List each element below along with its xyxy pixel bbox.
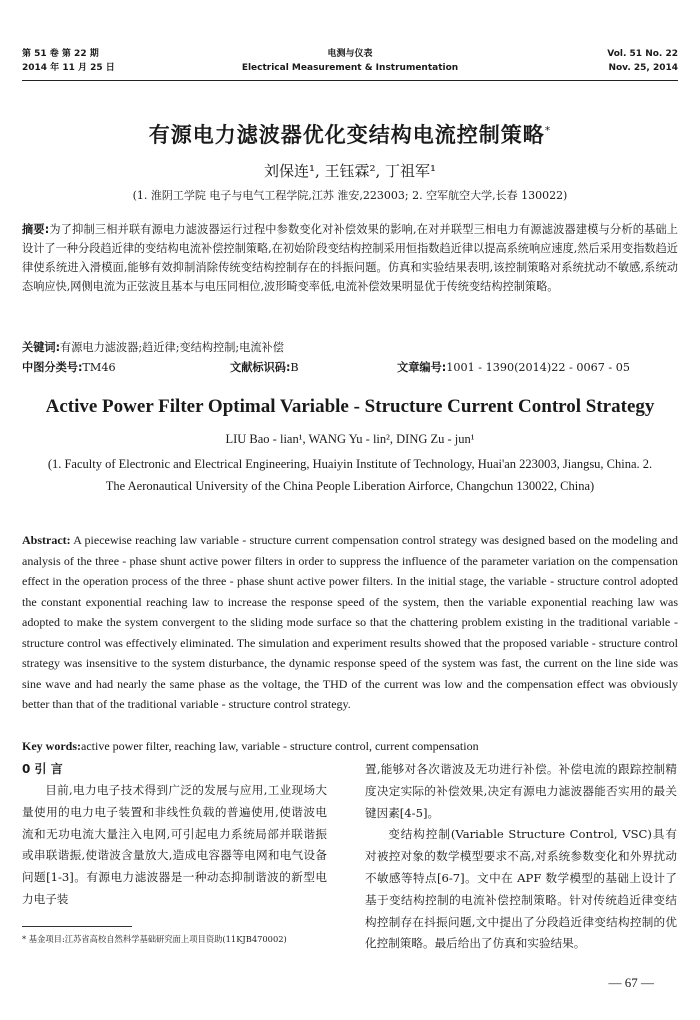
footnote-rule bbox=[22, 926, 132, 927]
body-left-column bbox=[22, 759, 327, 911]
page-number: — 67 — bbox=[608, 975, 654, 990]
doc-code-value: B bbox=[290, 361, 299, 374]
english-keywords-text: active power filter, reaching law, variable - structure control, current compensation bbox=[81, 739, 479, 753]
clc-label: 中图分类号: bbox=[22, 361, 83, 374]
chinese-abstract-label: 摘要: bbox=[22, 223, 50, 236]
chinese-title-text: 有源电力滤波器优化变结构电流控制策略 bbox=[148, 123, 545, 147]
header-journal-zh: 电测与仪表 bbox=[327, 49, 373, 59]
english-keywords bbox=[22, 737, 678, 755]
chinese-title bbox=[0, 119, 700, 149]
header-volume-number-en: Vol. 51 No. 22 bbox=[607, 49, 678, 59]
article-no-value: 1001 - 1390(2014)22 - 0067 - 05 bbox=[446, 361, 630, 374]
header-date-en: Nov. 25, 2014 bbox=[608, 63, 678, 73]
funding-footnote: * 基金项目:江苏省高校自然科学基础研究面上项目资助(11KJB470002) bbox=[22, 934, 287, 944]
header-volume-zh: 第 51 卷 第 22 期 bbox=[22, 49, 99, 59]
english-abstract-text: A piecewise reaching law variable - structure current compensation control strategy was designed based on the modeling and analysis of the three - phase shunt active power filters in order to suppress the influence of the parameter variation on the compensation effect in the operation process of the three - phase shunt active power filters. In the initial stage, the variable - structure control adopted the constant exponential reaching law to increase the response speed of the system, then the variable exponential reaching law was adopted to make the system convergent to the sliding mode surface so that the chattering problem existing in the traditional variable - structure control was effectively eliminated. The simulation and experiment results showed that the proposed variable - structure control strategy was insensitive to the system disturbance, the dynamic response speed of the system was fast, the current on the line side was sine wave and had nearly the same phase as the voltage, the THD of the current was low and the compensation effect was obviously better than that of the traditional variable - structure control strategy. bbox=[22, 533, 678, 711]
body-paragraph: 目前,电力电子技术得到广泛的发展与应用,工业现场大量使用的电力电子装置和非线性负载的普遍使用,使谐波电流和无功电流大量注入电网,可引起电力系统局部并联谐振或串联谐振,使谐波含量放大,造成电容器等电网和电气设备问题[1-3]。有源电力滤波器是一种动态抑制谐波的新型电力电子装 bbox=[22, 783, 327, 906]
header-volume-en bbox=[607, 47, 678, 75]
clc-value: TM46 bbox=[82, 361, 116, 374]
english-abstract bbox=[22, 530, 678, 715]
english-title: Active Power Filter Optimal Variable - Structure Current Control Strategy bbox=[45, 396, 655, 417]
section-heading-introduction: 0 引 言 bbox=[22, 762, 63, 776]
doc-code-label: 文献标识码: bbox=[230, 361, 291, 374]
header-rule bbox=[22, 80, 678, 81]
chinese-keywords bbox=[22, 339, 678, 357]
header-journal-en: Electrical Measurement & Instrumentation bbox=[241, 63, 459, 73]
body-paragraph: 置,能够对各次谐波及无功进行补偿。补偿电流的跟踪控制精度决定实际的补偿效果,决定有源电力滤波器能否实用的最关键因素[4-5]。 bbox=[365, 762, 677, 820]
chinese-keywords-label: 关键词: bbox=[22, 341, 61, 354]
english-abstract-label: Abstract: bbox=[22, 533, 71, 547]
chinese-authors: 刘保连¹, 王钰霖², 丁祖军¹ bbox=[263, 162, 437, 180]
body-right-column bbox=[365, 759, 677, 955]
english-keywords-label: Key words: bbox=[22, 739, 81, 753]
chinese-abstract bbox=[22, 220, 678, 296]
english-authors: LIU Bao - lian¹, WANG Yu - lin², DING Zu - jun¹ bbox=[225, 432, 475, 446]
header-date-zh: 2014 年 11 月 25 日 bbox=[22, 63, 115, 73]
header-journal bbox=[22, 47, 678, 75]
chinese-keywords-text: 有源电力滤波器;趋近律;变结构控制;电流补偿 bbox=[60, 341, 284, 354]
body-paragraph: 变结构控制(Variable Structure Control, VSC)具有对被控对象的数学模型要求不高,对系统参数变化和外界扰动不敏感等特点[6-7]。文中在 APF 数学模型的基础上设计了基于变结构控制的电流补偿控制策略。针对传统趋近律变结构控制存在抖振问题,文中提出了分段趋近律变结构控制的优化控制策略。最后给出了仿真和实验结果。 bbox=[365, 827, 677, 951]
english-affiliation: (1. Faculty of Electronic and Electrical Engineering, Huaiyin Institute of Technology, Huai'an 223003, Jiangsu, China. 2. The Aeronautical University of the China People Liberation Airforce, Changchun 130022, China) bbox=[47, 457, 653, 493]
running-header bbox=[22, 47, 678, 81]
article-no-label: 文章编号: bbox=[397, 361, 447, 374]
chinese-abstract-text: 为了抑制三相并联有源电力滤波器运行过程中参数变化对补偿效果的影响,在对并联型三相电力有源滤波器建模与分析的基础上设计了一种分段趋近律的变结构电流补偿控制策略,在初始阶段变结构控制采用恒指数趋近律以提高系统响应速度,然后采用变指数趋近律使系统进入滑模面,能够有效抑制消除传统变结构控制存在的抖振问题。仿真和实验结果表明,该控制策略对系统扰动不敏感,系统动态响应快,网侧电流为正弦波且基本与电压同相位,波形畸变率低,电流补偿效果明显优于传统变结构控制策略。 bbox=[22, 223, 678, 293]
chinese-affiliation: (1. 淮阴工学院 电子与电气工程学院,江苏 淮安,223003; 2. 空军航空大学,长春 130022) bbox=[132, 189, 568, 202]
title-footnote-mark: * bbox=[544, 124, 552, 137]
